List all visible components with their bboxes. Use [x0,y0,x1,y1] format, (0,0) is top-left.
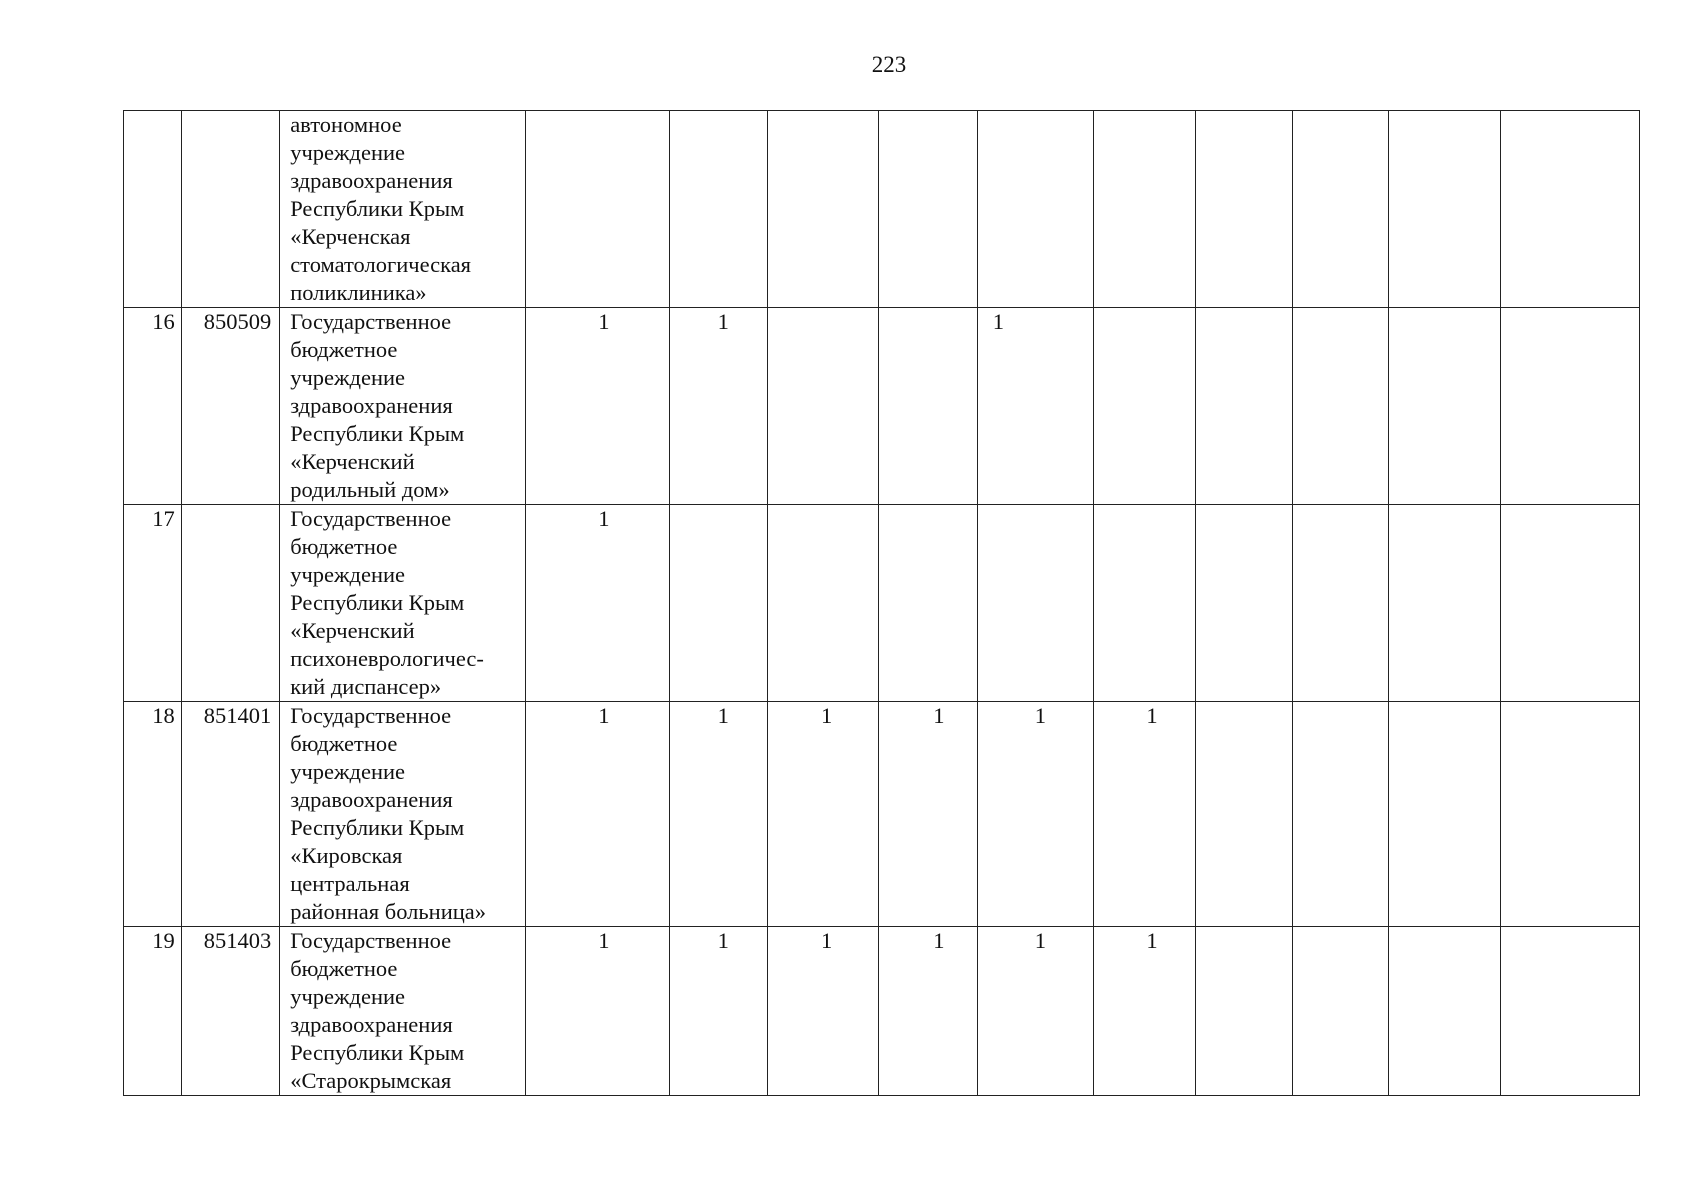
value-cell: 1 [669,927,767,1096]
institution-name-line: учреждение [290,562,406,587]
value-cell [1195,702,1292,927]
institution-name-line: бюджетное [290,534,398,559]
value-cell: 1 [1094,702,1196,927]
value-cell [1293,702,1388,927]
institution-name-line: «Керченский [290,618,415,643]
value-cell: 1 [977,308,1094,505]
value-cell: 1 [526,702,669,927]
institution-name-line: «Керченская [290,224,411,249]
institution-name-line: Республики Крым [290,590,465,615]
value-cell [1500,505,1639,702]
code-cell: 851403 [181,927,279,1096]
code-cell: 850509 [181,308,279,505]
value-cell [977,111,1094,308]
value-cell [1195,111,1292,308]
institution-name-line: Государственное [290,703,452,728]
value-cell [669,505,767,702]
value-cell: 1 [669,308,767,505]
institution-name-line: родильный дом» [290,477,450,502]
value-cell: 1 [768,927,879,1096]
value-cell [1388,111,1500,308]
institution-name-cell [280,505,526,702]
institution-name-line: учреждение [290,140,406,165]
institution-name-line: Республики Крым [290,815,465,840]
value-cell [1388,702,1500,927]
value-cell [526,111,669,308]
value-cell [1388,308,1500,505]
value-cell [669,111,767,308]
value-cell: 1 [977,702,1094,927]
institution-name-line: кий диспансер» [290,674,442,699]
page-number: 223 [871,52,907,77]
institution-name-line: автономное [290,112,402,137]
row-number-cell: 19 [124,927,182,1096]
institution-name-line: учреждение [290,984,406,1009]
table-row [124,111,1640,308]
value-cell: 1 [768,702,879,927]
value-cell: 1 [669,702,767,927]
value-cell [1293,505,1388,702]
value-cell [1293,927,1388,1096]
value-cell [1388,505,1500,702]
value-cell [1094,308,1196,505]
value-cell [1500,308,1639,505]
code-cell [181,111,279,308]
value-cell [1293,111,1388,308]
institution-name-line: здравоохранения [290,787,453,812]
table-row [124,702,1640,927]
institution-name-cell [280,927,526,1096]
row-number-cell: 18 [124,702,182,927]
value-cell [768,505,879,702]
institution-name-line: «Кировская [290,843,403,868]
institution-name-line: центральная [290,871,410,896]
value-cell [1388,927,1500,1096]
table-row [124,308,1640,505]
value-cell: 1 [879,927,977,1096]
value-cell [768,308,879,505]
data-table [123,110,1640,1096]
value-cell [1195,505,1292,702]
value-cell [1500,111,1639,308]
institution-name-cell [280,308,526,505]
value-cell [1195,927,1292,1096]
row-number-cell: 16 [124,308,182,505]
institution-name-line: Республики Крым [290,421,465,446]
value-cell [768,111,879,308]
value-cell: 1 [526,505,669,702]
institution-name-line: учреждение [290,365,406,390]
value-cell [1500,927,1639,1096]
value-cell [1500,702,1639,927]
value-cell [879,308,977,505]
institution-name-line: здравоохранения [290,1012,453,1037]
row-number-cell [124,111,182,308]
institution-name-line: Государственное [290,506,452,531]
value-cell: 1 [977,927,1094,1096]
value-cell [977,505,1094,702]
value-cell [1094,505,1196,702]
institution-name-line: Республики Крым [290,196,465,221]
institution-name-line: бюджетное [290,956,398,981]
institution-name-line: стоматологическая [290,252,472,277]
institution-name-cell [280,111,526,308]
value-cell [879,111,977,308]
value-cell [1293,308,1388,505]
institution-name-line: здравоохранения [290,393,453,418]
value-cell [1195,308,1292,505]
institution-name-line: поликлиника» [290,280,427,305]
institution-name-cell [280,702,526,927]
institution-name-line: «Керченский [290,449,415,474]
institution-name-line: психоневрологичес- [290,646,484,671]
institution-name-line: бюджетное [290,731,398,756]
institution-name-line: бюджетное [290,337,398,362]
table-row [124,927,1640,1096]
institution-name-line: «Старокрымская [290,1068,452,1093]
value-cell: 1 [1094,927,1196,1096]
table-row [124,505,1640,702]
row-number-cell: 17 [124,505,182,702]
institution-name-line: здравоохранения [290,168,453,193]
institution-name-line: Государственное [290,309,452,334]
value-cell [1094,111,1196,308]
value-cell: 1 [879,702,977,927]
value-cell [879,505,977,702]
value-cell: 1 [526,927,669,1096]
institution-name-line: учреждение [290,759,406,784]
value-cell: 1 [526,308,669,505]
institution-name-line: Государственное [290,928,452,953]
code-cell [181,505,279,702]
institution-name-line: Республики Крым [290,1040,465,1065]
institution-name-line: районная больница» [290,899,487,924]
code-cell: 851401 [181,702,279,927]
